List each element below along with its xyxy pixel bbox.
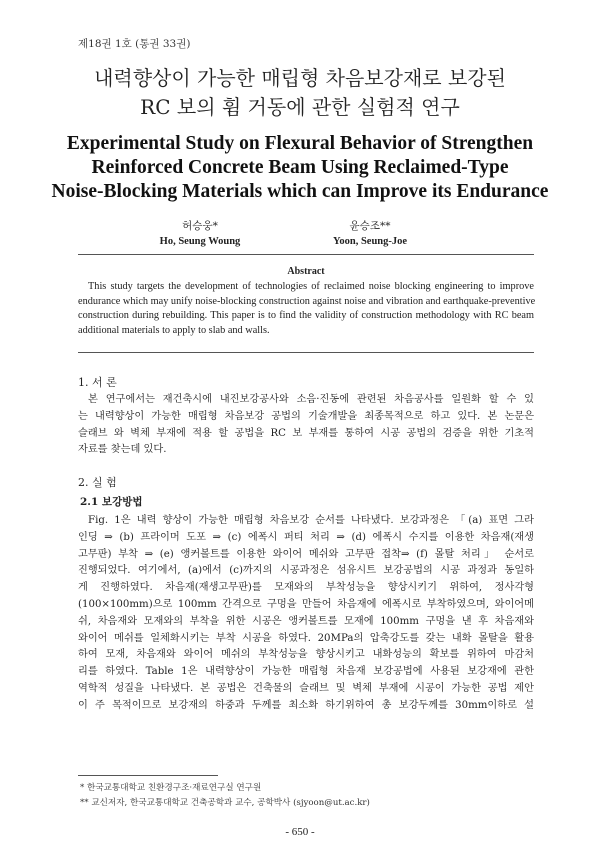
paragraph-line: 역학적 성질을 나타냈다. 본 공법은 건축물의 슬래브 및 벽체 부재에 시공이 가능한 공법 제안 [78,682,534,694]
abstract-divider [78,352,534,353]
paragraph-line: 는 내력향상이 가능한 매립형 차음보강 공법의 기술개발을 최종목적으로 하고 있다. 본 논문은 [78,410,534,422]
author-name-korean: 허승웅* [182,220,218,232]
paragraph-line: 인딩 ⇒ (b) 프라이머 도포 ⇒ (c) 에폭시 퍼티 처리 ⇒ (d) 에폭시 수지를 이용한 차음재(재생 [78,531,534,543]
author-1 [130,218,270,250]
paragraph-line: 진행되었다. 여기에서, (a)에서 (c)까지의 시공과정은 섬유시트 보강공법의 시공 과정과 동일하 [78,565,534,577]
english-title-line: Reinforced Concrete Beam Using Reclaimed-Type [91,157,509,178]
author-name-korean: 윤승조** [349,220,391,232]
author-name-english: Yoon, Seung-Joe [332,236,408,247]
page-number: - 650 - [285,826,315,838]
volume-info: 제18권 1호 (통권 33권) [78,38,191,50]
abstract-line: construction during rebuilding. This paper is to find the validity of construction methodology with RC beam [78,310,534,322]
english-title [40,132,560,204]
english-title-line: Experimental Study on Flexural Behavior of Strengthen [66,133,534,154]
author-2 [300,218,440,250]
abstract-line: This study targets the development of technologies of reclaimed noise blocking engineering to improve [88,281,534,292]
paragraph-line: Fig. 1은 내력 향상이 가능한 매립형 차음보강 순서를 나타냈다. 보강과정은 「(a) 표면 그라 [88,515,534,526]
paragraph-line: 리를 하였다. Table 1은 내력향상이 가능한 매립형 차음재 보강공법에 사용된 보강재에 관한 [78,666,534,678]
section-heading-experiment: 2. 실 험 [78,476,117,489]
paragraph-line: 하여 모재, 차음재와 와이어 메쉬의 부착성능을 향상시키고 내화성능의 확보를 위하여 마감처 [78,649,534,661]
paragraph-line: (100×100mm)으로 100mm 간격으로 구멍을 만들어 차음재에 에폭시로 부착하였으며, 와이어메 [78,598,534,610]
author-name-english: Ho, Seung Woung [159,236,241,247]
experiment-paragraph [78,513,534,715]
paragraph-line: 쉬, 차음재와 모재와의 부착을 위한 시공은 앵커볼트를 모재에 100mm 구멍을 낸 후 차음재와 [78,615,534,627]
paragraph-line: 본 연구에서는 재건축시에 내진보강공사와 소음·진동에 관련된 차음공사를 일원화 할 수 있 [88,394,534,405]
paragraph-line: 슬래브 와 벽체 부재에 적용 할 공법을 RC 보 부재를 통하여 시공 공법의 검증을 위한 기초적 [78,427,534,439]
abstract-title: Abstract [287,266,325,277]
paragraph-line: 이 주 목적이므로 보강재의 하중과 두께를 최소화 하기위하여 총 보강두께를 30mm이하로 설 [78,699,534,711]
english-title-line: Noise-Blocking Materials which can Improve its Endurance [51,181,549,202]
paragraph-line: 와이어 메쉬를 일체화시키는 부착 시공을 하였다. 20MPa의 압축강도를 갖는 내화 몰탈을 활용 [78,632,534,644]
section-heading-introduction: 1. 서 론 [78,376,117,389]
korean-title-line: RC 보의 휨 거동에 관한 실험적 연구 [140,95,460,119]
abstract-line: additional materials to apply to slab and walls. [78,324,270,336]
abstract-line: endurance which may unify noise-blocking construction against noise and vibration and earthquake-preventive [78,295,536,307]
introduction-paragraph [78,392,534,459]
header-divider [78,254,534,255]
korean-title [50,64,550,122]
korean-title-line: 내력향상이 가능한 매립형 차음보강재로 보강된 [94,66,506,90]
paragraph-line: 게 진행하였다. 차음재(재생고무판)를 모재와의 부착성능을 향상시키기 위하여, 정사각형 [78,582,534,594]
paragraph-line: 자료를 찾는데 있다. [78,444,167,456]
paragraph-line: 고무판) 부착 ⇒ (e) 앵커볼트를 이용한 와이어 메쉬와 고무판 접착⇒ (f) 몰탈 처리」 순서로 [78,548,534,560]
subsection-heading-reinforcement-method: 2.1 보강방법 [80,496,143,508]
footnote-divider [78,775,218,776]
abstract-body [78,280,534,338]
footnote-1: * 한국교통대학교 친환경구조·재료연구실 연구원 [80,783,262,793]
footnote-2: ** 교신저자, 한국교통대학교 건축공학과 교수, 공학박사 (sjyoon@ut.ac.kr) [80,798,370,808]
